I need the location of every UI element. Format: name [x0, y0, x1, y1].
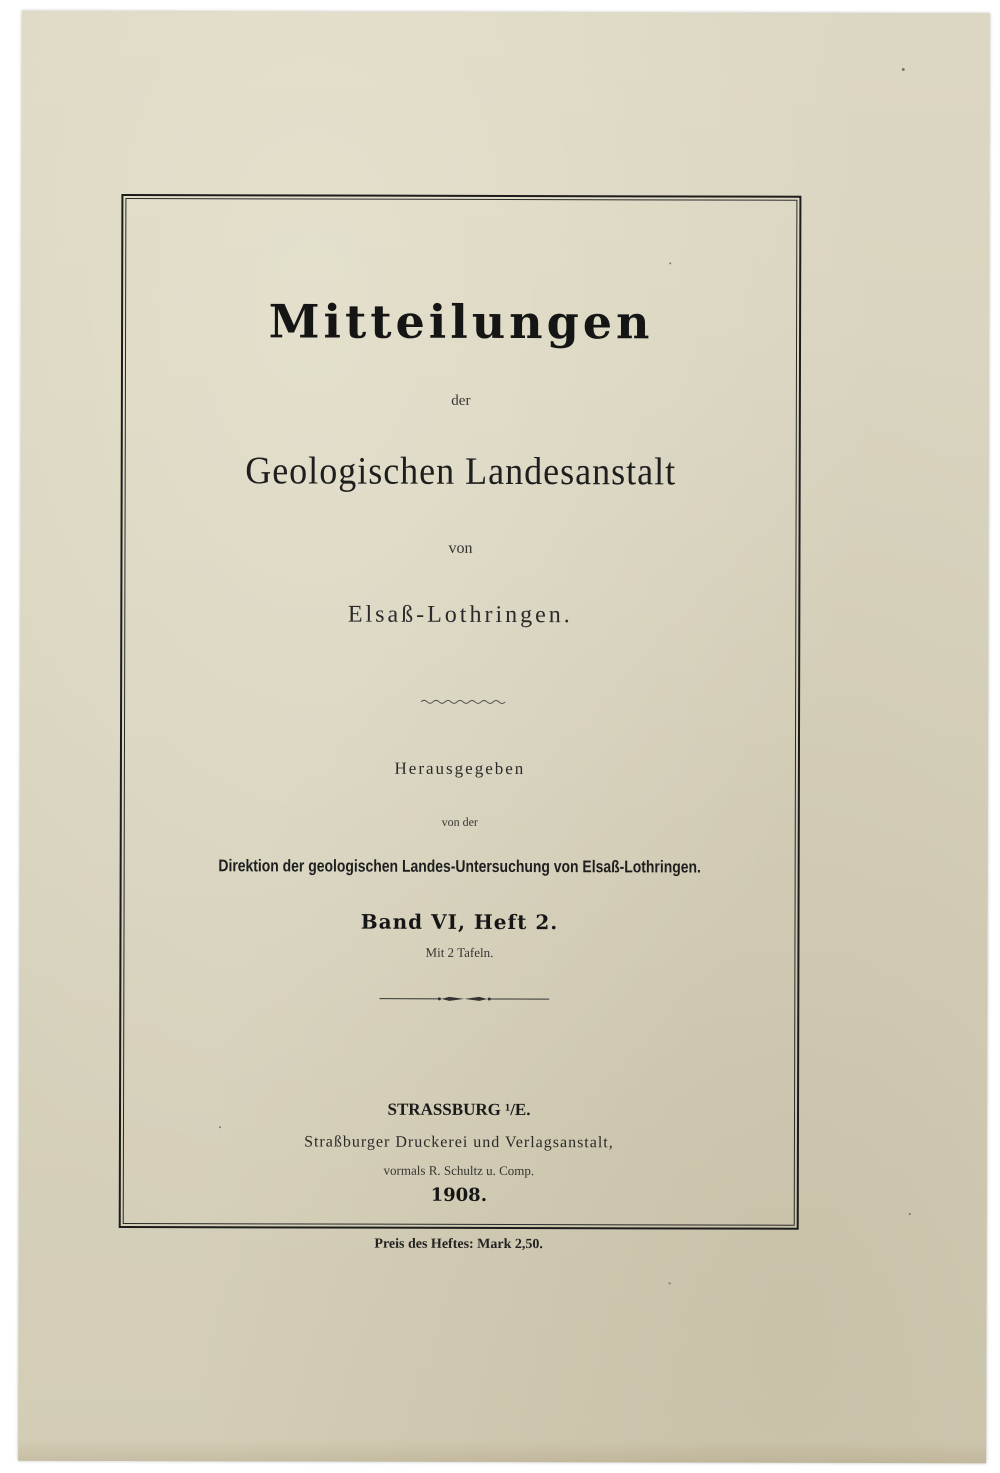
paper-speck [902, 68, 905, 71]
editor-label: Herausgegeben [394, 758, 526, 779]
squiggle-divider [419, 697, 509, 707]
issue-price: Preis des Heftes: Mark 2,50. [374, 1236, 543, 1253]
paper-speck [669, 1282, 671, 1284]
paper-speck [909, 1213, 911, 1215]
institution-name: Geologischen Landesanstalt [245, 448, 677, 494]
publisher-name: Straßburger Druckerei und Verlagsanstalt, [304, 1133, 614, 1152]
region-name: Elsaß-Lothringen. [347, 601, 573, 629]
paper-speck [219, 1126, 221, 1128]
publication-year: 1908. [430, 1184, 488, 1206]
ornamental-rule [379, 993, 549, 1005]
article-der: der [451, 392, 471, 409]
issuing-body: Direktion der geologischen Landes-Untersuchung von Elsaß-Lothringen. [218, 856, 701, 877]
cover-page [18, 11, 990, 1464]
title-frame [119, 194, 802, 1230]
volume-issue: Band VI, Heft 2. [360, 909, 559, 935]
paper-speck [669, 262, 671, 264]
preposition-von-der: von der [441, 814, 478, 829]
preposition-von: von [448, 539, 473, 557]
journal-title: Mitteilungen [268, 294, 654, 350]
plates-note: Mit 2 Tafeln. [425, 944, 494, 960]
publication-city: STRASSBURG ¹/E. [387, 1099, 531, 1120]
publisher-former-name: vormals R. Schultz u. Comp. [383, 1162, 535, 1179]
title-content [121, 196, 800, 1228]
